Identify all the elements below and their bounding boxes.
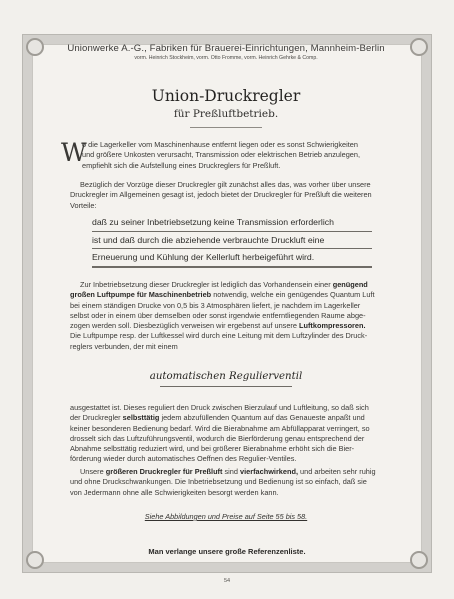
emphasis: großen Luftpumpe für Maschinenbetrieb <box>70 290 212 300</box>
text-line: o die Lagerkeller vom Maschinenhause entfernt liegen oder es sonst Schwierigkeiten <box>82 140 358 149</box>
text-line: bei einem ständigen Drucke von 0,5 bis 3 Atmosphären liefert, je nachdem im Lagerkeller <box>70 300 361 310</box>
highlight-line: ist und daß durch die abziehende verbrauchte Druckluft eine <box>92 232 372 250</box>
drop-cap: W <box>61 138 87 167</box>
title-divider <box>190 127 262 128</box>
featured-underline <box>160 386 292 387</box>
text-line: empfiehlt sich die Aufstellung eines Druckreglers für Preßluft. <box>82 160 281 170</box>
text-run: jedem abzufüllenden Quantum auf das Genaueste anpaßt und <box>161 413 365 423</box>
text-line <box>70 321 387 331</box>
emphasis: Luftkompressoren. <box>299 321 366 331</box>
operation-paragraph <box>70 280 387 352</box>
text-run: Zur Inbetriebsetzung dieser Druckregler ist lediglich das Vorhandensein einer <box>80 280 331 289</box>
text-line: und größere Unkosten verursacht, Transmission oder elektrischen Betrieb anzulegen, <box>82 150 360 160</box>
text-line: ausgestattet ist. Dieses reguliert den Druck zwischen Bierzulauf und Luftleitung, so daß sich <box>70 403 369 412</box>
frame-corner-ornament <box>410 38 428 56</box>
text-line: Vorteile: <box>70 200 97 210</box>
text-line <box>70 467 387 477</box>
reference-note: Siehe Abbildungen und Preise auf Seite 55 bis 58. <box>144 512 308 521</box>
intro-paragraph <box>82 140 387 171</box>
text-run: der Druckregler <box>70 413 121 423</box>
text-run: und arbeiten sehr ruhig <box>300 467 376 476</box>
advantages-highlight <box>92 214 372 268</box>
text-line: förderung wieder durch automatisches Oeffnen des Regulier-Ventiles. <box>70 454 297 464</box>
text-line <box>70 413 387 423</box>
text-run: Unsere <box>80 467 104 476</box>
text-run: notwendig, welche ein genügendes Quantum Luft <box>211 290 375 300</box>
highlight-line: Erneuerung und Kühlung der Kellerluft herbeigeführt wird. <box>92 249 372 268</box>
text-line: Abnahme selbsttätig reduziert wird, und bei größerer Bierabnahme erhöht sich die Bier- <box>70 444 355 454</box>
highlight-line: daß zu seiner Inbetriebsetzung keine Transmission erforderlich <box>92 214 372 232</box>
text-line: Druckregler im Allgemeinen gesagt ist, jedoch bietet der Druckregler für Preßluft die weiteren <box>70 190 372 200</box>
text-line: und ohne Druckschwankungen. Die Inbetriebsetzung und Bedienung ist so einfach, daß sie <box>70 477 367 487</box>
page-subtitle: für Preßluftbetrieb. <box>173 108 279 120</box>
text-line: Die Luftpumpe resp. der Luftkessel wird durch eine Leitung mit dem Luftzylinder des Druck- <box>70 331 368 341</box>
page-number: 54 <box>223 578 231 584</box>
text-run: zogen werden soll. Diesbezüglich verweisen wir ergebenst auf unsere <box>70 321 297 331</box>
closing-line: Man verlange unsere große Referenzenliste. <box>148 547 306 556</box>
summary-paragraph <box>70 467 387 498</box>
emphasis: größeren Druckregler für Preßluft <box>105 467 223 476</box>
text-run: sind <box>224 467 238 476</box>
text-line: von Jedermann ohne alle Schwierigkeiten besorgt werden kann. <box>70 487 279 497</box>
featured-heading: automatischen Regulierventil <box>149 371 303 382</box>
emphasis: genügend <box>332 280 368 289</box>
text-line: keiner besonderen Bedienung bedarf. Wird die Bierabnahme am Abfüllapparat verringert, so <box>70 423 370 433</box>
text-line: selbst oder in einem über demselben oder sonst irgendwie entferntliegenden Raume abge- <box>70 310 366 320</box>
company-name: Unionwerke A.-G., Fabriken für Brauerei-Einrichtungen, Mannheim-Berlin <box>67 43 385 54</box>
company-formerly: vorm. Heinrich Stockheim, vorm. Otto Fromme, vorm. Heinrich Gehrke & Comp. <box>134 54 318 61</box>
regulator-paragraph <box>70 403 387 465</box>
emphasis: selbsttätig <box>122 413 160 423</box>
page-title: Union-Druckregler <box>151 87 301 105</box>
letterhead <box>40 44 412 61</box>
text-line <box>70 280 387 290</box>
text-line: Bezüglich der Vorzüge dieser Druckregler gilt zunächst alles das, was vorher über unsere <box>80 180 371 189</box>
emphasis: vierfachwirkend, <box>240 467 298 476</box>
text-line: drosselt sich das Luftzuführungsventil, wodurch die Bierförderung genau entsprechend der <box>70 433 365 443</box>
text-line: reglers verbunden, der mit einem <box>70 341 178 351</box>
text-line <box>70 290 387 300</box>
advantages-paragraph <box>70 180 387 211</box>
